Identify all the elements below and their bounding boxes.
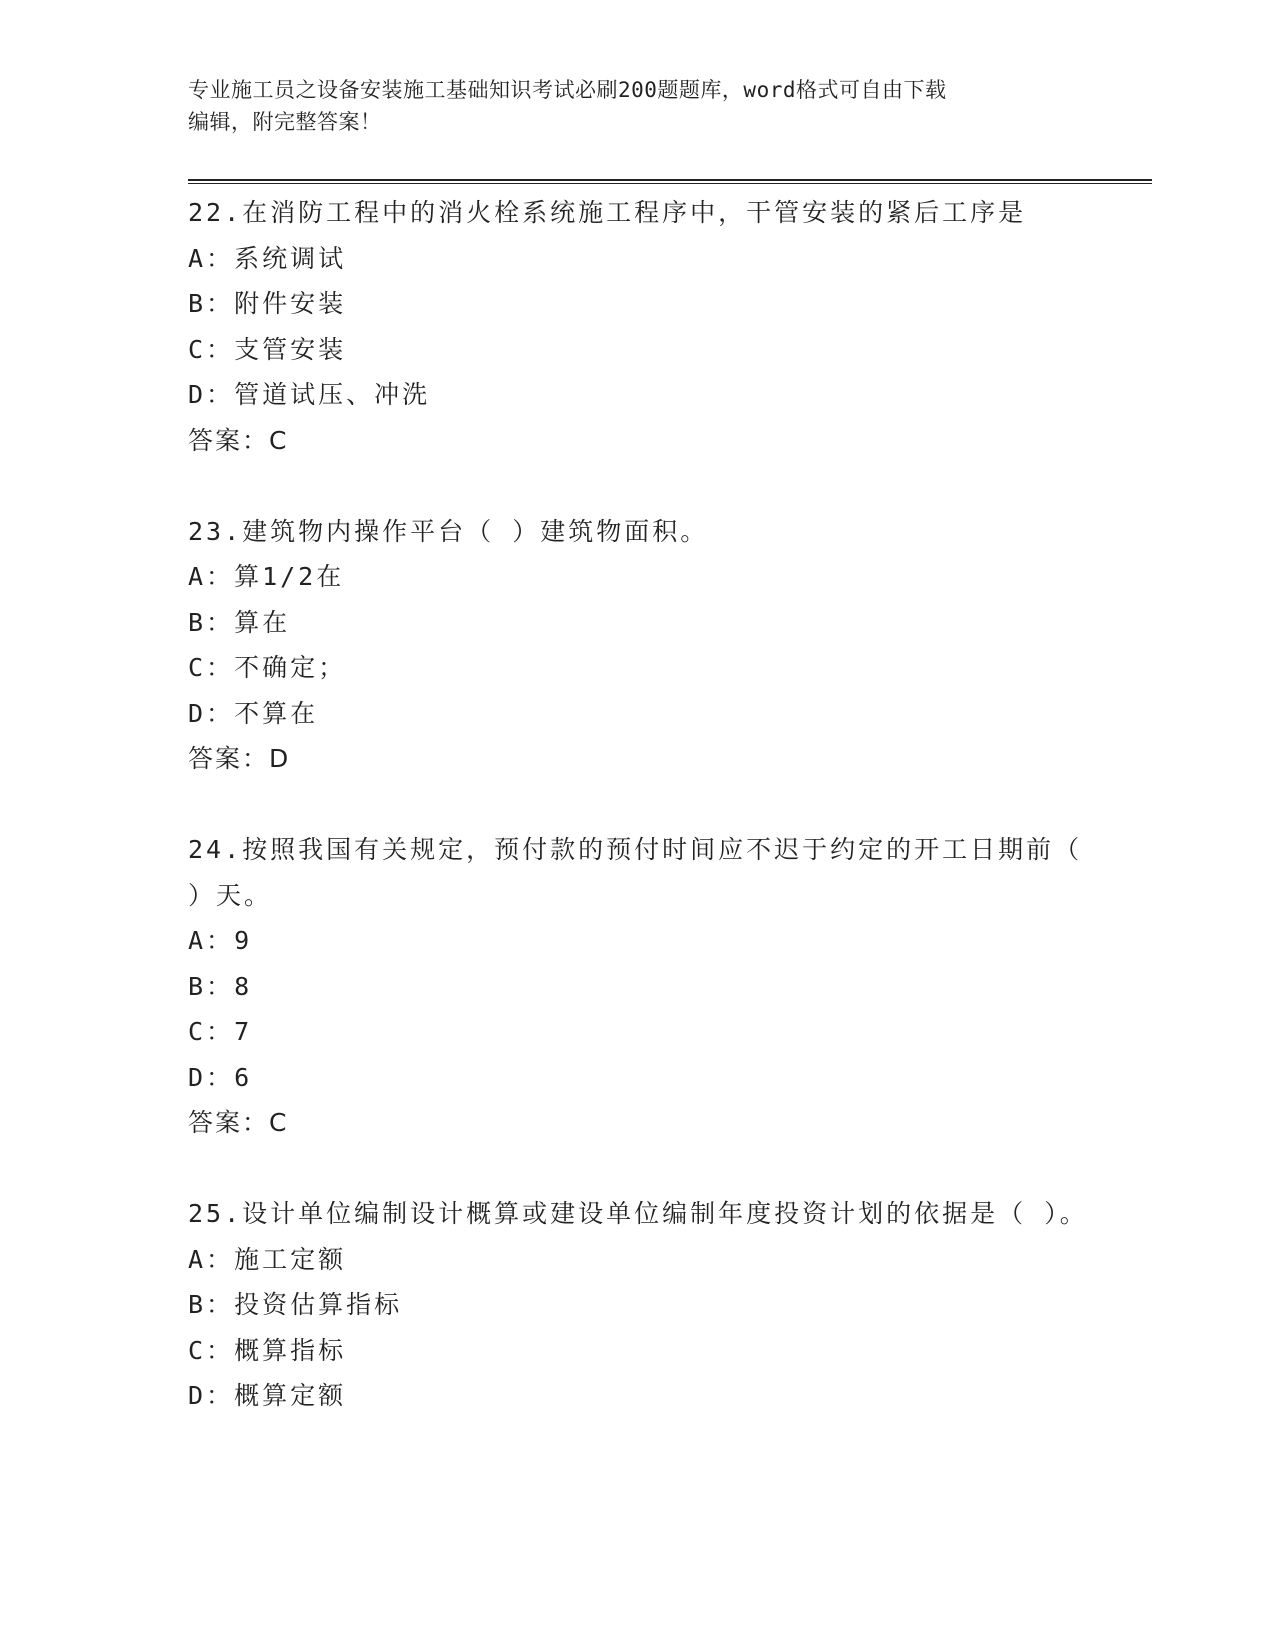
option-text: 6 (234, 1062, 253, 1092)
option-text: 不确定； (234, 653, 347, 682)
option-key: B： (188, 289, 235, 318)
option-a (188, 918, 1088, 964)
option-key: C： (188, 1017, 235, 1046)
option-text: 算在 (234, 607, 291, 637)
option-text: 施工定额 (234, 1244, 347, 1274)
option-b (188, 964, 1088, 1010)
option-d (188, 372, 1088, 418)
question-stem: 24.按照我国有关规定，预付款的预付时间应不迟于约定的开工日期前（ ）天。 (188, 835, 1083, 910)
option-key: A： (188, 243, 235, 273)
answer-line: 答案：D (188, 744, 291, 773)
option-a (188, 1237, 1088, 1283)
option-key: C： (188, 653, 235, 682)
option-key: B： (188, 607, 235, 637)
question-stem: 23.建筑物内操作平台（ ）建筑物面积。 (188, 516, 709, 546)
option-a (188, 554, 1088, 600)
option-key: B： (188, 1290, 235, 1319)
option-key: D： (188, 1381, 235, 1410)
option-key: A： (188, 562, 235, 591)
option-b (188, 281, 1088, 327)
option-key: A： (188, 1244, 235, 1274)
document-header (188, 74, 1068, 138)
option-a (188, 236, 1088, 282)
question-item (188, 1191, 1088, 1419)
option-key: D： (188, 698, 235, 728)
option-text: 支管安装 (234, 334, 347, 364)
option-text: 7 (234, 1017, 253, 1046)
answer-line: 答案：C (188, 1108, 289, 1137)
option-key: A： (188, 926, 235, 955)
option-text: 概算定额 (234, 1381, 347, 1410)
option-text: 附件安装 (234, 289, 347, 318)
header-divider-thin (188, 183, 1152, 184)
question-stem: 22.在消防工程中的消火栓系统施工程序中，干管安装的紧后工序是 (188, 198, 1027, 227)
option-c (188, 327, 1088, 373)
question-item (188, 509, 1088, 782)
option-c (188, 1328, 1088, 1374)
option-text: 概算指标 (234, 1335, 347, 1365)
option-text: 不算在 (234, 698, 319, 728)
option-d (188, 1055, 1088, 1101)
header-title-line-2: 编辑，附完整答案！ (188, 110, 382, 134)
option-d (188, 1373, 1088, 1419)
option-text: 系统调试 (234, 243, 347, 273)
question-item (188, 190, 1088, 463)
answer-line: 答案：C (188, 425, 289, 455)
option-key: C： (188, 334, 235, 364)
option-text: 9 (234, 926, 253, 955)
question-stem: 25.设计单位编制设计概算或建设单位编制年度投资计划的依据是（ ）。 (188, 1199, 1088, 1228)
header-divider-thick (188, 179, 1152, 181)
option-key: D： (188, 1062, 235, 1092)
header-title-line-1: 专业施工员之设备安装施工基础知识考试必刷200题题库，word格式可自由下载 (188, 78, 947, 102)
option-text: 算1/2在 (234, 562, 345, 591)
option-key: D： (188, 380, 235, 409)
option-text: 投资估算指标 (234, 1290, 403, 1319)
option-d (188, 691, 1088, 737)
question-list (188, 190, 1088, 1419)
option-text: 管道试压、冲洗 (234, 380, 431, 409)
option-b (188, 600, 1088, 646)
question-item (188, 827, 1088, 1146)
option-key: C： (188, 1335, 235, 1365)
option-text: 8 (234, 971, 253, 1001)
option-c (188, 1009, 1088, 1055)
option-c (188, 645, 1088, 691)
option-key: B： (188, 971, 235, 1001)
option-b (188, 1282, 1088, 1328)
